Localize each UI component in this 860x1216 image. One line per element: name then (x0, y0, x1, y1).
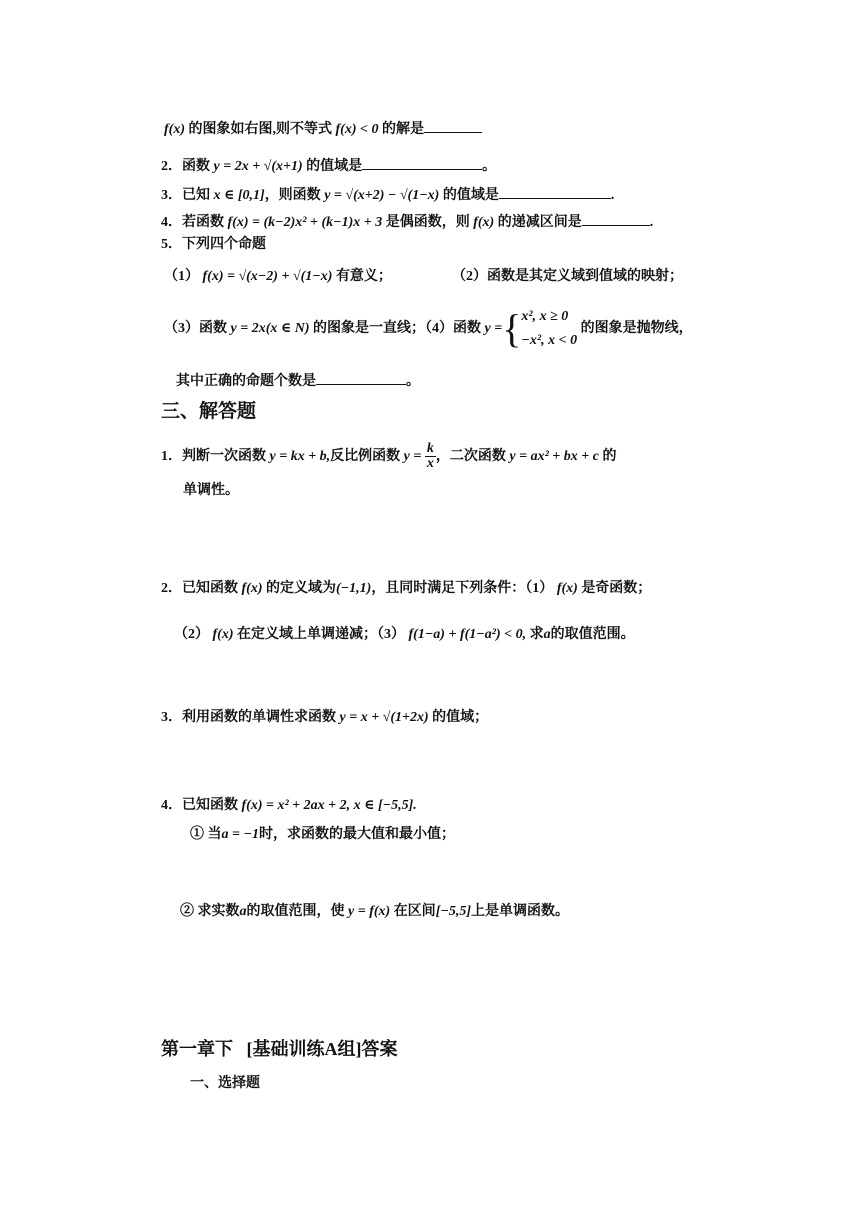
q0-math: f(x) < 0 (335, 122, 379, 137)
s1-t3: ，二次函数 (435, 449, 506, 464)
q2-blank (362, 155, 482, 170)
q2-end: 。 (482, 159, 497, 174)
q4-math: f(x) = (k−2)x² + (k−1)x + 3 (227, 215, 383, 230)
q4-t2: 是偶函数，则 (385, 215, 470, 230)
s2-l2-math: f(1−a) + f(1−a²) < 0, (408, 627, 527, 642)
s4-t1: 已知函数 (182, 798, 238, 813)
q5-props-row1 (164, 268, 392, 286)
q5-p3-t2: 的图象是一直线； (313, 321, 425, 337)
fill-q3 (161, 184, 614, 205)
s1-m3: y = ax² + bx + c (509, 449, 599, 464)
s1-m1: y = kx + b, (269, 449, 331, 464)
solve-s4-item2 (180, 903, 569, 921)
q0-text2: 的解是 (381, 122, 424, 137)
q3-cond: x ∈ [0,1] (213, 188, 265, 203)
s2-fx: f(x) (241, 581, 263, 596)
s2-t1: 已知函数 (182, 581, 238, 596)
solve-s4-item1 (190, 826, 455, 844)
s1-num: 1． (161, 449, 182, 464)
q3-t3: 的值域是 (442, 188, 499, 203)
s4-i2-t4: 上是单调函数。 (471, 904, 569, 919)
answers-heading: 第一章下 [基础训练A组]答案 (161, 1039, 398, 1059)
s2-fx2: f(x) (556, 581, 578, 596)
left-brace-icon: { (502, 306, 522, 351)
s2-l2-a: a (543, 627, 551, 642)
q2-num: 2． (161, 159, 182, 174)
s1-t2: 反比例函数 (330, 449, 401, 464)
fill-q2 (161, 155, 496, 176)
q5-p4-label: （4） (425, 321, 453, 337)
q5-blank (316, 370, 406, 385)
q0-line (164, 118, 482, 139)
s4-i2-int: [−5,5] (435, 904, 471, 919)
q5-p4-case2: −x², x < 0 (521, 333, 578, 348)
s4-i1-math: a = −1 (221, 827, 259, 842)
q3-blank (499, 184, 611, 199)
fill-q4 (161, 211, 653, 232)
q5-question (176, 370, 420, 391)
q5-p3-label: （3） (164, 321, 199, 337)
solve-s2-line2 (174, 626, 635, 644)
s4-math: f(x) = x² + 2ax + 2, x ∈ [−5,5]. (241, 798, 417, 813)
s1-m2-pre: y = (403, 449, 422, 464)
s4-i2-mark: ② (180, 904, 194, 919)
q4-num: 4． (161, 215, 182, 230)
q5-p4-cases (521, 305, 577, 353)
solve-s4 (161, 797, 417, 815)
solve-s3 (161, 709, 488, 727)
q5-p4-t2: 的图象是抛物线， (580, 321, 693, 337)
s2-l2-t3: 求 (529, 627, 544, 642)
s2-l2-t4: 的取值范围。 (550, 627, 635, 642)
q3-math: y = √(x+2) − √(1−x) (324, 188, 440, 203)
q4-fx: f(x) (473, 215, 495, 230)
q2-math: y = 2x + √(x+1) (213, 159, 303, 174)
s4-i2-t1: 求实数 (197, 904, 240, 919)
q0-text1: 的图象如右图,则不等式 (188, 122, 332, 137)
solve-s1 (161, 440, 616, 474)
q4-t1: 若函数 (182, 215, 224, 230)
s1-t4: 的 (602, 449, 617, 464)
s4-i1-t1: 当 (207, 827, 222, 842)
s2-l2-fx: f(x) (212, 627, 234, 642)
s3-math: y = x + √(1+2x) (339, 710, 429, 725)
fill-q5-title (161, 236, 266, 254)
s2-t4: 是奇函数； (581, 581, 652, 596)
q5-p4-case1: x², x ≥ 0 (521, 309, 569, 324)
s1-frac-num: k (426, 441, 434, 457)
s2-num: 2． (161, 581, 182, 596)
s1-frac-den: x (426, 456, 434, 472)
solve-s2 (161, 580, 651, 598)
q3-num: 3． (161, 188, 182, 203)
q5-p2-label: （2） (452, 269, 487, 284)
s2-l2-t2: 在定义域上单调递减；（3） (237, 627, 405, 642)
s4-i2-t3: 在区间 (393, 904, 436, 919)
q2-t2: 的值域是 (306, 159, 363, 174)
s4-i2-math: y = f(x) (348, 904, 391, 919)
q0-fx: f(x) (164, 122, 185, 137)
q3-t1: 已知 (182, 188, 210, 203)
q4-blank (582, 211, 650, 226)
s4-num: 4． (161, 798, 182, 813)
q5-p3-math: y = 2x(x ∈ N) (230, 321, 310, 337)
s3-num: 3． (161, 710, 182, 725)
s4-i2-t2: 的取值范围，使 (246, 904, 345, 919)
q5-title: 下列四个命题 (182, 237, 266, 252)
s3-t2: 的值域； (432, 710, 489, 725)
s4-i1-mark: ① (190, 827, 204, 842)
q3-end: . (610, 188, 615, 203)
s1-fraction (425, 442, 436, 471)
q5-p1-label: （1） (164, 269, 199, 284)
s2-t3: ，且同时满足下列条件：（1） (371, 581, 554, 596)
q2-t1: 函数 (182, 159, 210, 174)
q5-p2-text: 函数是其定义域到值域的映射； (487, 269, 683, 284)
q4-end: . (649, 215, 654, 230)
section3-title: 三、解答题 (161, 401, 257, 422)
s2-dom: (−1,1) (336, 581, 372, 596)
q3-t2: ，则函数 (264, 188, 321, 203)
q5-p4-y: y = (484, 321, 503, 337)
q0-blank (424, 118, 482, 133)
q4-t3: 的递减区间是 (497, 215, 582, 230)
s4-i2-a: a (239, 904, 247, 919)
s1-line2: 单调性。 (183, 483, 239, 498)
s2-t2: 的定义域为 (266, 581, 336, 596)
q5-p1-text: 有意义； (335, 269, 392, 284)
q5-props-row1b (452, 268, 683, 286)
s2-l2-t1: （2） (174, 627, 209, 642)
q5-end: 。 (406, 374, 420, 389)
s1-t1: 判断一次函数 (182, 449, 266, 464)
answers-sub: 一、选择题 (190, 1076, 260, 1091)
s4-i1-t2: 时，求函数的最大值和最小值； (258, 827, 455, 842)
q5-question-text: 其中正确的命题个数是 (176, 374, 316, 389)
q5-p4-t1: 函数 (453, 321, 481, 337)
s3-t1: 利用函数的单调性求函数 (182, 710, 336, 725)
q5-num: 5． (161, 237, 182, 252)
q5-props-row2 (164, 305, 693, 353)
q5-p1-math: f(x) = √(x−2) + √(1−x) (202, 269, 333, 284)
q5-p3-t1: 函数 (199, 321, 227, 337)
